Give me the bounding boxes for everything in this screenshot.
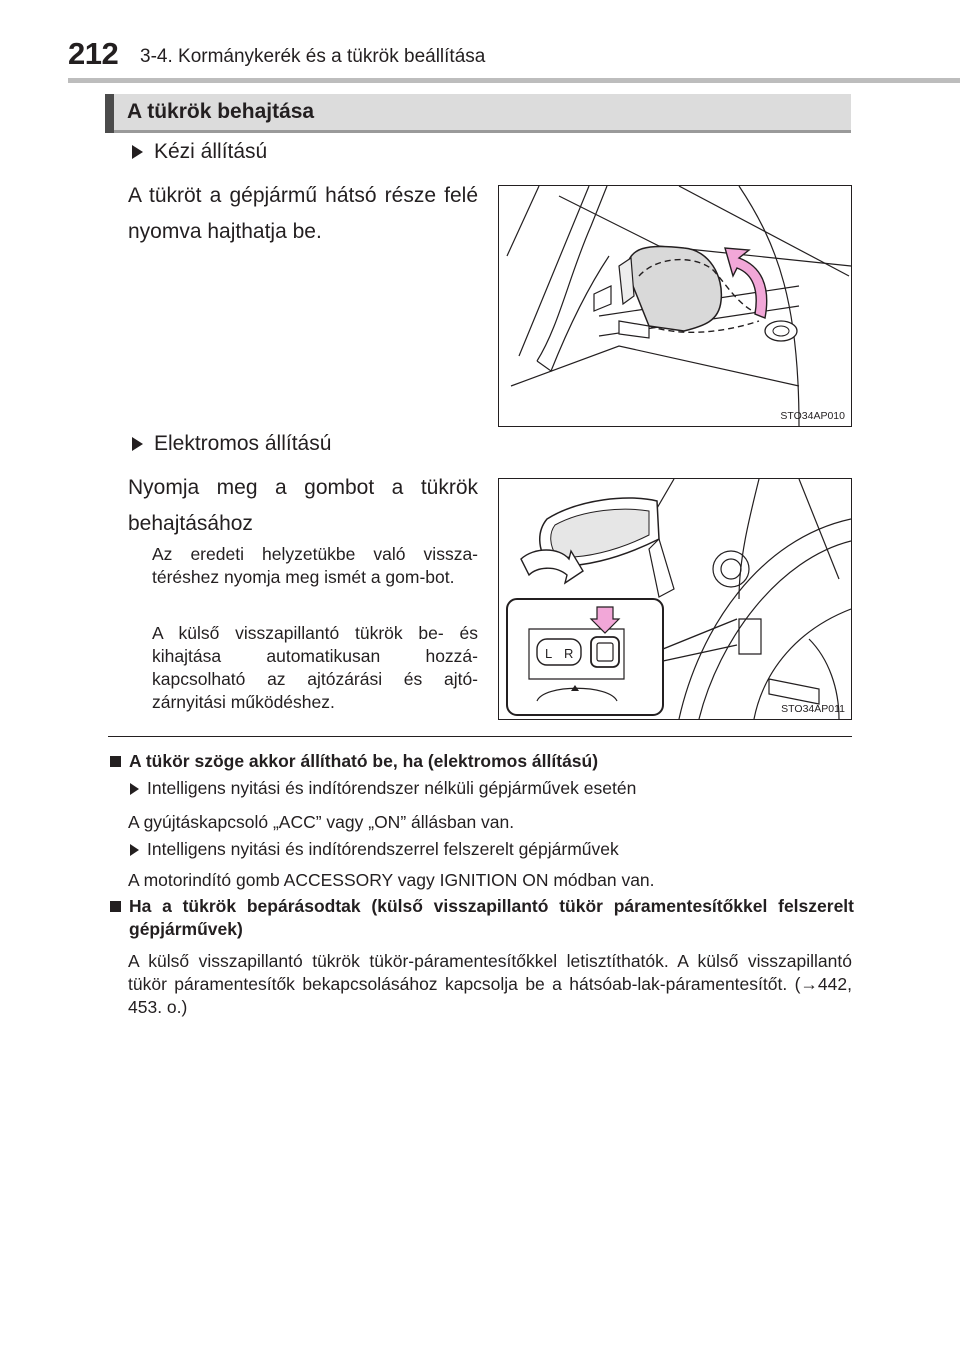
- square-bullet-icon: [110, 901, 121, 912]
- triangle-bullet-icon: [132, 437, 143, 451]
- electric-mirror-drawing: [499, 479, 851, 719]
- manual-subheading: [132, 140, 267, 164]
- section-divider: [108, 736, 852, 737]
- page-number: 212: [68, 36, 119, 71]
- electric-mirror-illustration: [498, 478, 852, 720]
- conditions-sub-smart-key: [130, 839, 619, 860]
- conditions-text-engine-switch: A motorindító gomb ACCESSORY vagy IGNITION ON módban van.: [128, 870, 655, 890]
- figure-code-electric: STO34AP011: [781, 703, 845, 715]
- conditions-sub-no-smart-key: [130, 778, 636, 799]
- triangle-bullet-icon: [130, 844, 139, 856]
- switch-left-label: L: [545, 646, 553, 661]
- electric-subheading: [132, 432, 331, 456]
- header-rule: [68, 78, 960, 83]
- chapter-title: 3-4. Kormánykerék és a tükrök beállítása: [140, 46, 486, 67]
- manual-mirror-illustration: [498, 185, 852, 427]
- conditions-sub1-label: Intelligens nyitási és indítórendszer nélküli gépjárművek esetén: [147, 778, 637, 798]
- conditions-heading-label: A tükör szöge akkor állítható be, ha (elektromos állítású): [129, 751, 599, 771]
- fog-text: A külső visszapillantó tükrök tükör-páramentesítőkkel letisztíthatók. A külső visszapillantó tükör páramentesítők bekapcsolásához kapcsolja be a hátsóab-lak-páramentesítőt. (→442, 453. o.): [128, 951, 852, 1017]
- note-restore: Az eredeti helyzetükbe való vissza-téréshez nyomja meg ismét a gom-bot.: [152, 544, 478, 587]
- fog-heading-label: Ha a tükrök bepárásodtak (külső visszapillantó tükör páramentesítőkkel felszerelt gépjárművek): [129, 896, 854, 939]
- conditions-text-ignition: A gyújtáskapcsoló „ACC” vagy „ON” állásban van.: [128, 812, 515, 832]
- triangle-bullet-icon: [130, 783, 139, 795]
- manual-mirror-drawing: [499, 186, 851, 426]
- electric-instruction: Nyomja meg a gombot a tükrök behajtásához: [128, 476, 478, 535]
- fog-heading: [110, 895, 854, 941]
- manual-subheading-label: Kézi állítású: [154, 140, 268, 163]
- conditions-sub2-label: Intelligens nyitási és indítórendszerrel felszerelt gépjárművek: [147, 839, 619, 859]
- figure-code-manual: STO34AP010: [780, 410, 845, 422]
- conditions-heading: [110, 750, 870, 773]
- electric-subheading-label: Elektromos állítású: [154, 432, 332, 455]
- switch-right-label: R: [564, 646, 574, 661]
- triangle-bullet-icon: [132, 145, 143, 159]
- section-title: A tükrök behajtása: [127, 100, 315, 123]
- note-auto-fold: A külső visszapillantó tükrök be- és kihajtása automatikusan hozzá-kapcsolható az ajtózárási és ajtó-zárnyitási működéshez.: [152, 623, 478, 712]
- section-header: [105, 94, 851, 133]
- section-header-bar: [105, 94, 114, 133]
- manual-instruction: A tükröt a gépjármű hátsó része felé nyomva hajthatja be.: [128, 184, 478, 243]
- square-bullet-icon: [110, 756, 121, 767]
